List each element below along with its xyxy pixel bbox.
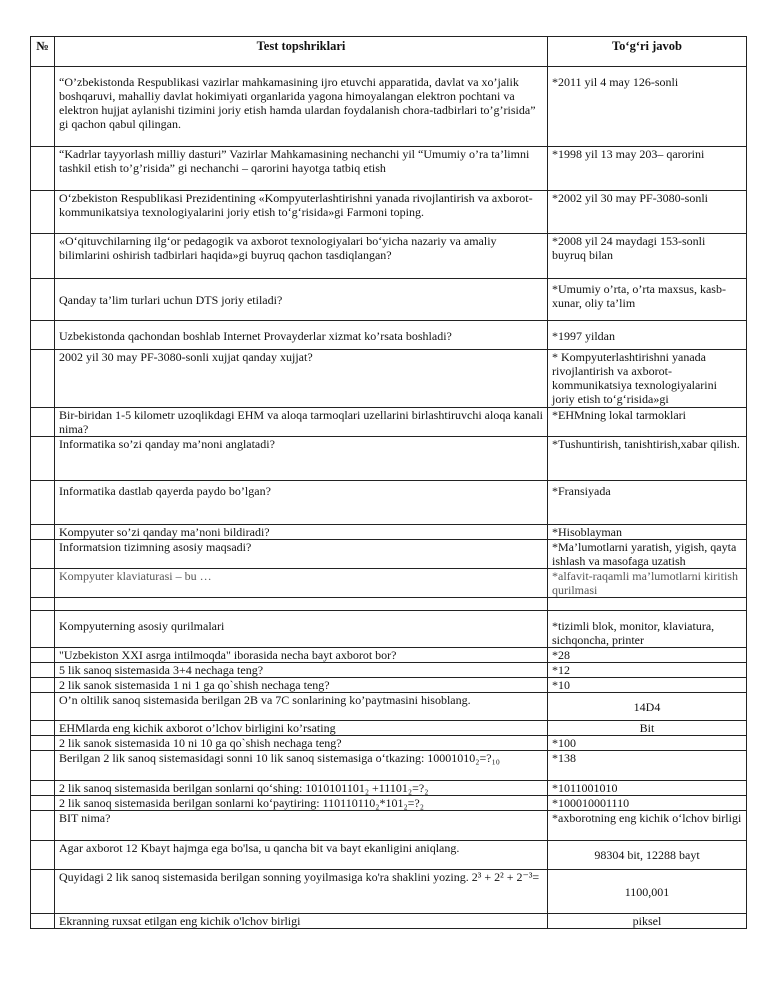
table-row — [31, 598, 747, 611]
answer-cell: *100010001110 — [548, 796, 747, 811]
row-number-cell — [31, 540, 55, 569]
table-row — [31, 796, 747, 811]
row-number-cell — [31, 736, 55, 751]
table-row — [31, 678, 747, 693]
test-table — [30, 36, 747, 929]
answer-cell: *Tushuntirish, tanishtirish,xabar qilish. — [548, 437, 747, 481]
answer-cell: piksel — [548, 914, 747, 929]
answer-cell: *2008 yil 24 maydagi 153-sonli buyruq bilan — [548, 234, 747, 279]
table-row — [31, 481, 747, 525]
table-row — [31, 811, 747, 841]
answer-cell — [548, 598, 747, 611]
row-number-cell — [31, 350, 55, 408]
table-row — [31, 321, 747, 350]
answer-cell: *Umumiy o’rta, o’rta maxsus, kasb-xunar, oliy ta’lim — [548, 279, 747, 321]
answer-cell: *2011 yil 4 may 126-sonli — [548, 67, 747, 147]
answers-column-header: To‘g‘ri javob — [548, 37, 747, 67]
table-row — [31, 234, 747, 279]
answer-cell: *2002 yil 30 may PF-3080-sonli — [548, 191, 747, 234]
question-cell: Agar axborot 12 Kbayt hajmga ega bo'lsa, u qancha bit va bayt ekanligini aniqlang. — [55, 841, 548, 870]
row-number-cell — [31, 811, 55, 841]
question-cell: Informatika dastlab qayerda paydo bo’lgan? — [55, 481, 548, 525]
table-row — [31, 841, 747, 870]
answer-cell: *axborotning eng kichik o‘lchov birligi — [548, 811, 747, 841]
row-number-cell — [31, 841, 55, 870]
row-number-cell — [31, 234, 55, 279]
question-cell: Informatsion tizimning asosiy maqsadi? — [55, 540, 548, 569]
row-number-cell — [31, 481, 55, 525]
question-cell: "Uzbekiston XXI asrga intilmoqda" iborasida necha bayt axborot bor? — [55, 648, 548, 663]
table-row — [31, 693, 747, 721]
question-cell: Informatika so’zi qanday ma’noni anglatadi? — [55, 437, 548, 481]
table-header-row — [31, 37, 747, 67]
table-row — [31, 191, 747, 234]
answer-cell: *1997 yildan — [548, 321, 747, 350]
table-row — [31, 408, 747, 437]
question-cell: 2 lik sanok sistemasida 1 ni 1 ga qo`shish nechaga teng? — [55, 678, 548, 693]
table-row — [31, 147, 747, 191]
question-cell: “O’zbekistonda Respublikasi vazirlar mahkamasining ijro etuvchi apparatida, davlat va xo’jalik boshqaruvi, mahalliy davlat hokimiyati organlarida yagona himoyalangan elektron pochtani va elektron hujjat aylanishi tizimini joriy etish hamda ulardan foydalanish chora-tadbirlari to’g’risida” gi qachon qabul qilingan. — [55, 67, 548, 147]
table-row — [31, 648, 747, 663]
row-number-cell — [31, 598, 55, 611]
table-row — [31, 736, 747, 751]
answer-cell: *EHMning lokal tarmoklari — [548, 408, 747, 437]
row-number-cell — [31, 525, 55, 540]
question-cell: “Kadrlar tayyorlash milliy dasturi” Vazirlar Mahkamasining nechanchi yil “Umumiy o’ra ta’limni tashkil etish to’g’risida” gi nechanchi – qarorini hayotga tatbiq etish — [55, 147, 548, 191]
answer-cell: *1011001010 — [548, 781, 747, 796]
row-number-cell — [31, 648, 55, 663]
row-number-cell — [31, 67, 55, 147]
question-cell: 2 lik sanok sistemasida 10 ni 10 ga qo`shish nechaga teng? — [55, 736, 548, 751]
answer-cell: *10 — [548, 678, 747, 693]
test-document — [30, 36, 747, 929]
answer-cell: *138 — [548, 751, 747, 781]
row-number-cell — [31, 191, 55, 234]
row-number-cell — [31, 781, 55, 796]
row-number-cell — [31, 678, 55, 693]
table-row — [31, 540, 747, 569]
table-row — [31, 569, 747, 598]
row-number-cell — [31, 693, 55, 721]
number-column-header: № — [31, 37, 55, 67]
question-cell: Kompyuter klaviaturasi – bu … — [55, 569, 548, 598]
table-row — [31, 525, 747, 540]
question-cell: Ekranning ruxsat etilgan eng kichik o'lchov birligi — [55, 914, 548, 929]
row-number-cell — [31, 870, 55, 914]
question-cell: 2002 yil 30 may PF-3080-sonli xujjat qanday xujjat? — [55, 350, 548, 408]
row-number-cell — [31, 437, 55, 481]
answer-cell: 1100,001 — [548, 870, 747, 914]
question-cell: EHMlarda eng kichik axborot o’lchov birligini ko’rsating — [55, 721, 548, 736]
question-cell: O‘zbekiston Respublikasi Prezidentining «Kompyuterlashtirishni yanada rivojlantirish va axborot-kommunikatsiya texnologiyalarini joriy etish to‘g‘risida»gi Farmoni toping. — [55, 191, 548, 234]
answer-cell: *Hisoblayman — [548, 525, 747, 540]
row-number-cell — [31, 721, 55, 736]
answer-cell: *Fransiyada — [548, 481, 747, 525]
answer-cell: *tizimli blok, monitor, klaviatura, sichqoncha, printer — [548, 611, 747, 648]
table-row — [31, 914, 747, 929]
question-cell: Berilgan 2 lik sanoq sistemasidagi sonni 10 lik sanoq sistemasiga o‘tkazing: 10001010₂=?₁₀ — [55, 751, 548, 781]
question-cell: 5 lik sanoq sistemasida 3+4 nechaga teng? — [55, 663, 548, 678]
question-cell: «O‘qituvchilarning ilg‘or pedagogik va axborot texnologiyalari bo‘yicha nazariy va amaliy bilimlarini oshirish tadbirlari haqida»gi buyruq qachon tasdiqlangan? — [55, 234, 548, 279]
answer-cell: *alfavit-raqamli ma’lumotlarni kiritish qurilmasi — [548, 569, 747, 598]
row-number-cell — [31, 321, 55, 350]
question-cell: 2 lik sanoq sistemasida berilgan sonlarni qo‘shing: 1010101101₂ +11101₂=?₂ — [55, 781, 548, 796]
question-cell: BIT nima? — [55, 811, 548, 841]
row-number-cell — [31, 147, 55, 191]
row-number-cell — [31, 796, 55, 811]
question-cell: 2 lik sanoq sistemasida berilgan sonlarni ko‘paytiring: 110110110₂*101₂=?₂ — [55, 796, 548, 811]
question-cell: Uzbekistonda qachondan boshlab Internet Provayderlar xizmat ko’rsata boshladi? — [55, 321, 548, 350]
answer-cell: Bit — [548, 721, 747, 736]
answer-cell: *Ma’lumotlarni yaratish, yigish, qayta ishlash va masofaga uzatish — [548, 540, 747, 569]
answer-cell: * Kompyuterlashtirishni yanada rivojlantirish va axborot-kommunikatsiya texnologiyalarini joriy etish to‘g‘risida»gi — [548, 350, 747, 408]
question-cell — [55, 598, 548, 611]
question-cell: Bir-biridan 1-5 kilometr uzoqlikdagi EHM va aloqa tarmoqlari uzellarini birlashtiruvchi aloqa kanali nima? — [55, 408, 548, 437]
table-row — [31, 721, 747, 736]
answer-cell: *28 — [548, 648, 747, 663]
question-cell: Quyidagi 2 lik sanoq sistemasida berilgan sonning yoyilmasiga ko'ra shaklini yozing. 2³ + 2² + 2⁻³= — [55, 870, 548, 914]
question-cell: Kompyuter so’zi qanday ma’noni bildiradi? — [55, 525, 548, 540]
row-number-cell — [31, 408, 55, 437]
answer-cell: *12 — [548, 663, 747, 678]
table-row — [31, 781, 747, 796]
answer-cell: 14D4 — [548, 693, 747, 721]
table-row — [31, 279, 747, 321]
table-row — [31, 870, 747, 914]
answer-cell: *100 — [548, 736, 747, 751]
table-row — [31, 611, 747, 648]
table-row — [31, 663, 747, 678]
row-number-cell — [31, 279, 55, 321]
question-cell: Kompyuterning asosiy qurilmalari — [55, 611, 548, 648]
question-cell: O’n oltilik sanoq sistemasida berilgan 2B va 7C sonlarining ko’paytmasini hisoblang. — [55, 693, 548, 721]
table-row — [31, 437, 747, 481]
answer-cell: 98304 bit, 12288 bayt — [548, 841, 747, 870]
row-number-cell — [31, 751, 55, 781]
questions-column-header: Test topshriklari — [55, 37, 548, 67]
table-row — [31, 350, 747, 408]
table-row — [31, 751, 747, 781]
row-number-cell — [31, 914, 55, 929]
table-row — [31, 67, 747, 147]
answer-cell: *1998 yil 13 may 203– qarorini — [548, 147, 747, 191]
row-number-cell — [31, 611, 55, 648]
row-number-cell — [31, 569, 55, 598]
row-number-cell — [31, 663, 55, 678]
question-cell: Qanday ta’lim turlari uchun DTS joriy etiladi? — [55, 279, 548, 321]
